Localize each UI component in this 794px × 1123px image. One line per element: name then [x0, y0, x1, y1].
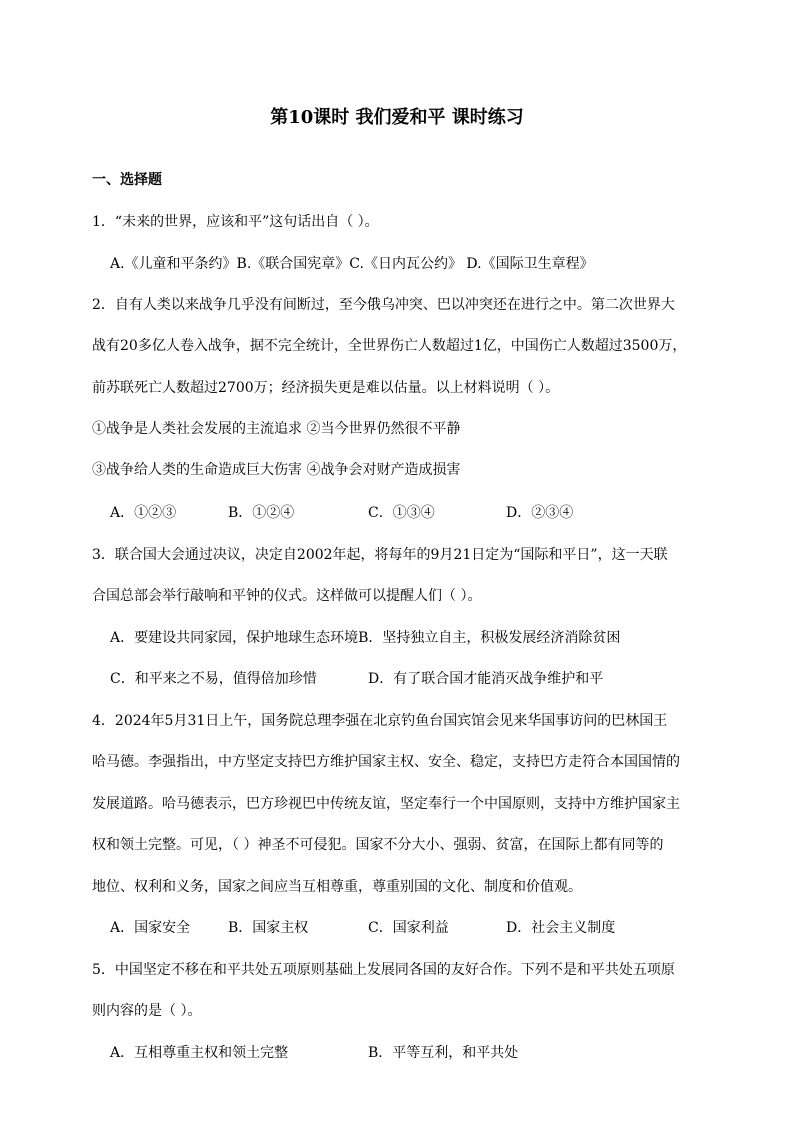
question-1-stem: 1．“未来的世界，应该和平”这句话出自（ ）。: [92, 214, 379, 230]
question-2-line: 前苏联死亡人数超过2700万；经济损失更是难以估量。以上材料说明（ ）。: [92, 380, 560, 396]
option-b: B．国家主权: [228, 920, 309, 936]
question-1-options: A.《儿童和平条约》B.《联合国宪章》C.《日内瓦公约》 D.《国际卫生章程》: [110, 256, 594, 272]
question-4-line: 地位、权利和义务，国家之间应当互相尊重，尊重别国的文化、制度和价值观。: [92, 879, 582, 895]
section-heading: 一、选择题: [92, 172, 162, 188]
option-a: A．互相尊重主权和领土完整: [110, 1045, 289, 1061]
question-4-line: 哈马德。李强指出，中方坚定支持巴方维护国家主权、安全、稳定，支持巴方走符合本国国情的: [92, 754, 680, 770]
question-3-options: [110, 669, 730, 689]
option-d: D．有了联合国才能消灭战争维护和平: [368, 671, 604, 687]
question-3-line: 合国总部会举行敲响和平钟的仪式。这样做可以提醒人们（ ）。: [92, 588, 482, 604]
question-2-statement: ③战争给人类的生命造成巨大伤害 ④战争会对财产造成损害: [92, 462, 461, 478]
option-b: B．①②④: [228, 505, 295, 521]
option-a: A．①②③: [110, 505, 177, 521]
question-3-line: 3．联合国大会通过决议，决定自2002年起，将每年的9月21日定为“国际和平日”，这一天联: [92, 547, 668, 563]
question-3-options: A．要建设共同家园，保护地球生态环境B．坚持独立自主，积极发展经济消除贫困: [110, 630, 621, 646]
option-a: A．国家安全: [110, 920, 191, 936]
option-c: C．①③④: [368, 505, 435, 521]
option-c: C．国家利益: [368, 920, 449, 936]
question-2-statement: ①战争是人类社会发展的主流追求 ②当今世界仍然很不平静: [92, 421, 461, 437]
page-title: 第10课时 我们爱和平 课时练习: [270, 107, 524, 128]
question-5-line: 则内容的是（ ）。: [92, 1003, 202, 1019]
option-d: D．②③④: [506, 505, 574, 521]
question-4-options: [110, 918, 730, 938]
question-5-options: [110, 1043, 730, 1063]
option-d: D．社会主义制度: [506, 920, 616, 936]
question-4-line: 4．2024年5月31日上午，国务院总理李强在北京钓鱼台国宾馆会见来华国事访问的巴林国王: [92, 713, 668, 729]
question-4-line: 发展道路。哈马德表示，巴方珍视巴中传统友谊，坚定奉行一个中国原则，支持中方维护国家主: [92, 796, 680, 812]
option-b: B．平等互利，和平共处: [368, 1045, 519, 1061]
question-2-line: 2．自有人类以来战争几乎没有间断过，至今俄乌冲突、巴以冲突还在进行之中。第二次世界大: [92, 297, 675, 313]
question-2-options: [110, 503, 730, 523]
option-c: C．和平来之不易，值得倍加珍惜: [110, 671, 317, 687]
question-5-line: 5．中国坚定不移在和平共处五项原则基础上发展同各国的友好合作。下列不是和平共处五项原: [92, 962, 675, 978]
question-4-line: 权和领土完整。可见，（ ）神圣不可侵犯。国家不分大小、强弱、贫富，在国际上都有同等的: [92, 837, 664, 853]
question-2-line: 战有20多亿人卷入战争，据不完全统计，全世界伤亡人数超过1亿，中国伤亡人数超过3500万，: [92, 338, 687, 354]
